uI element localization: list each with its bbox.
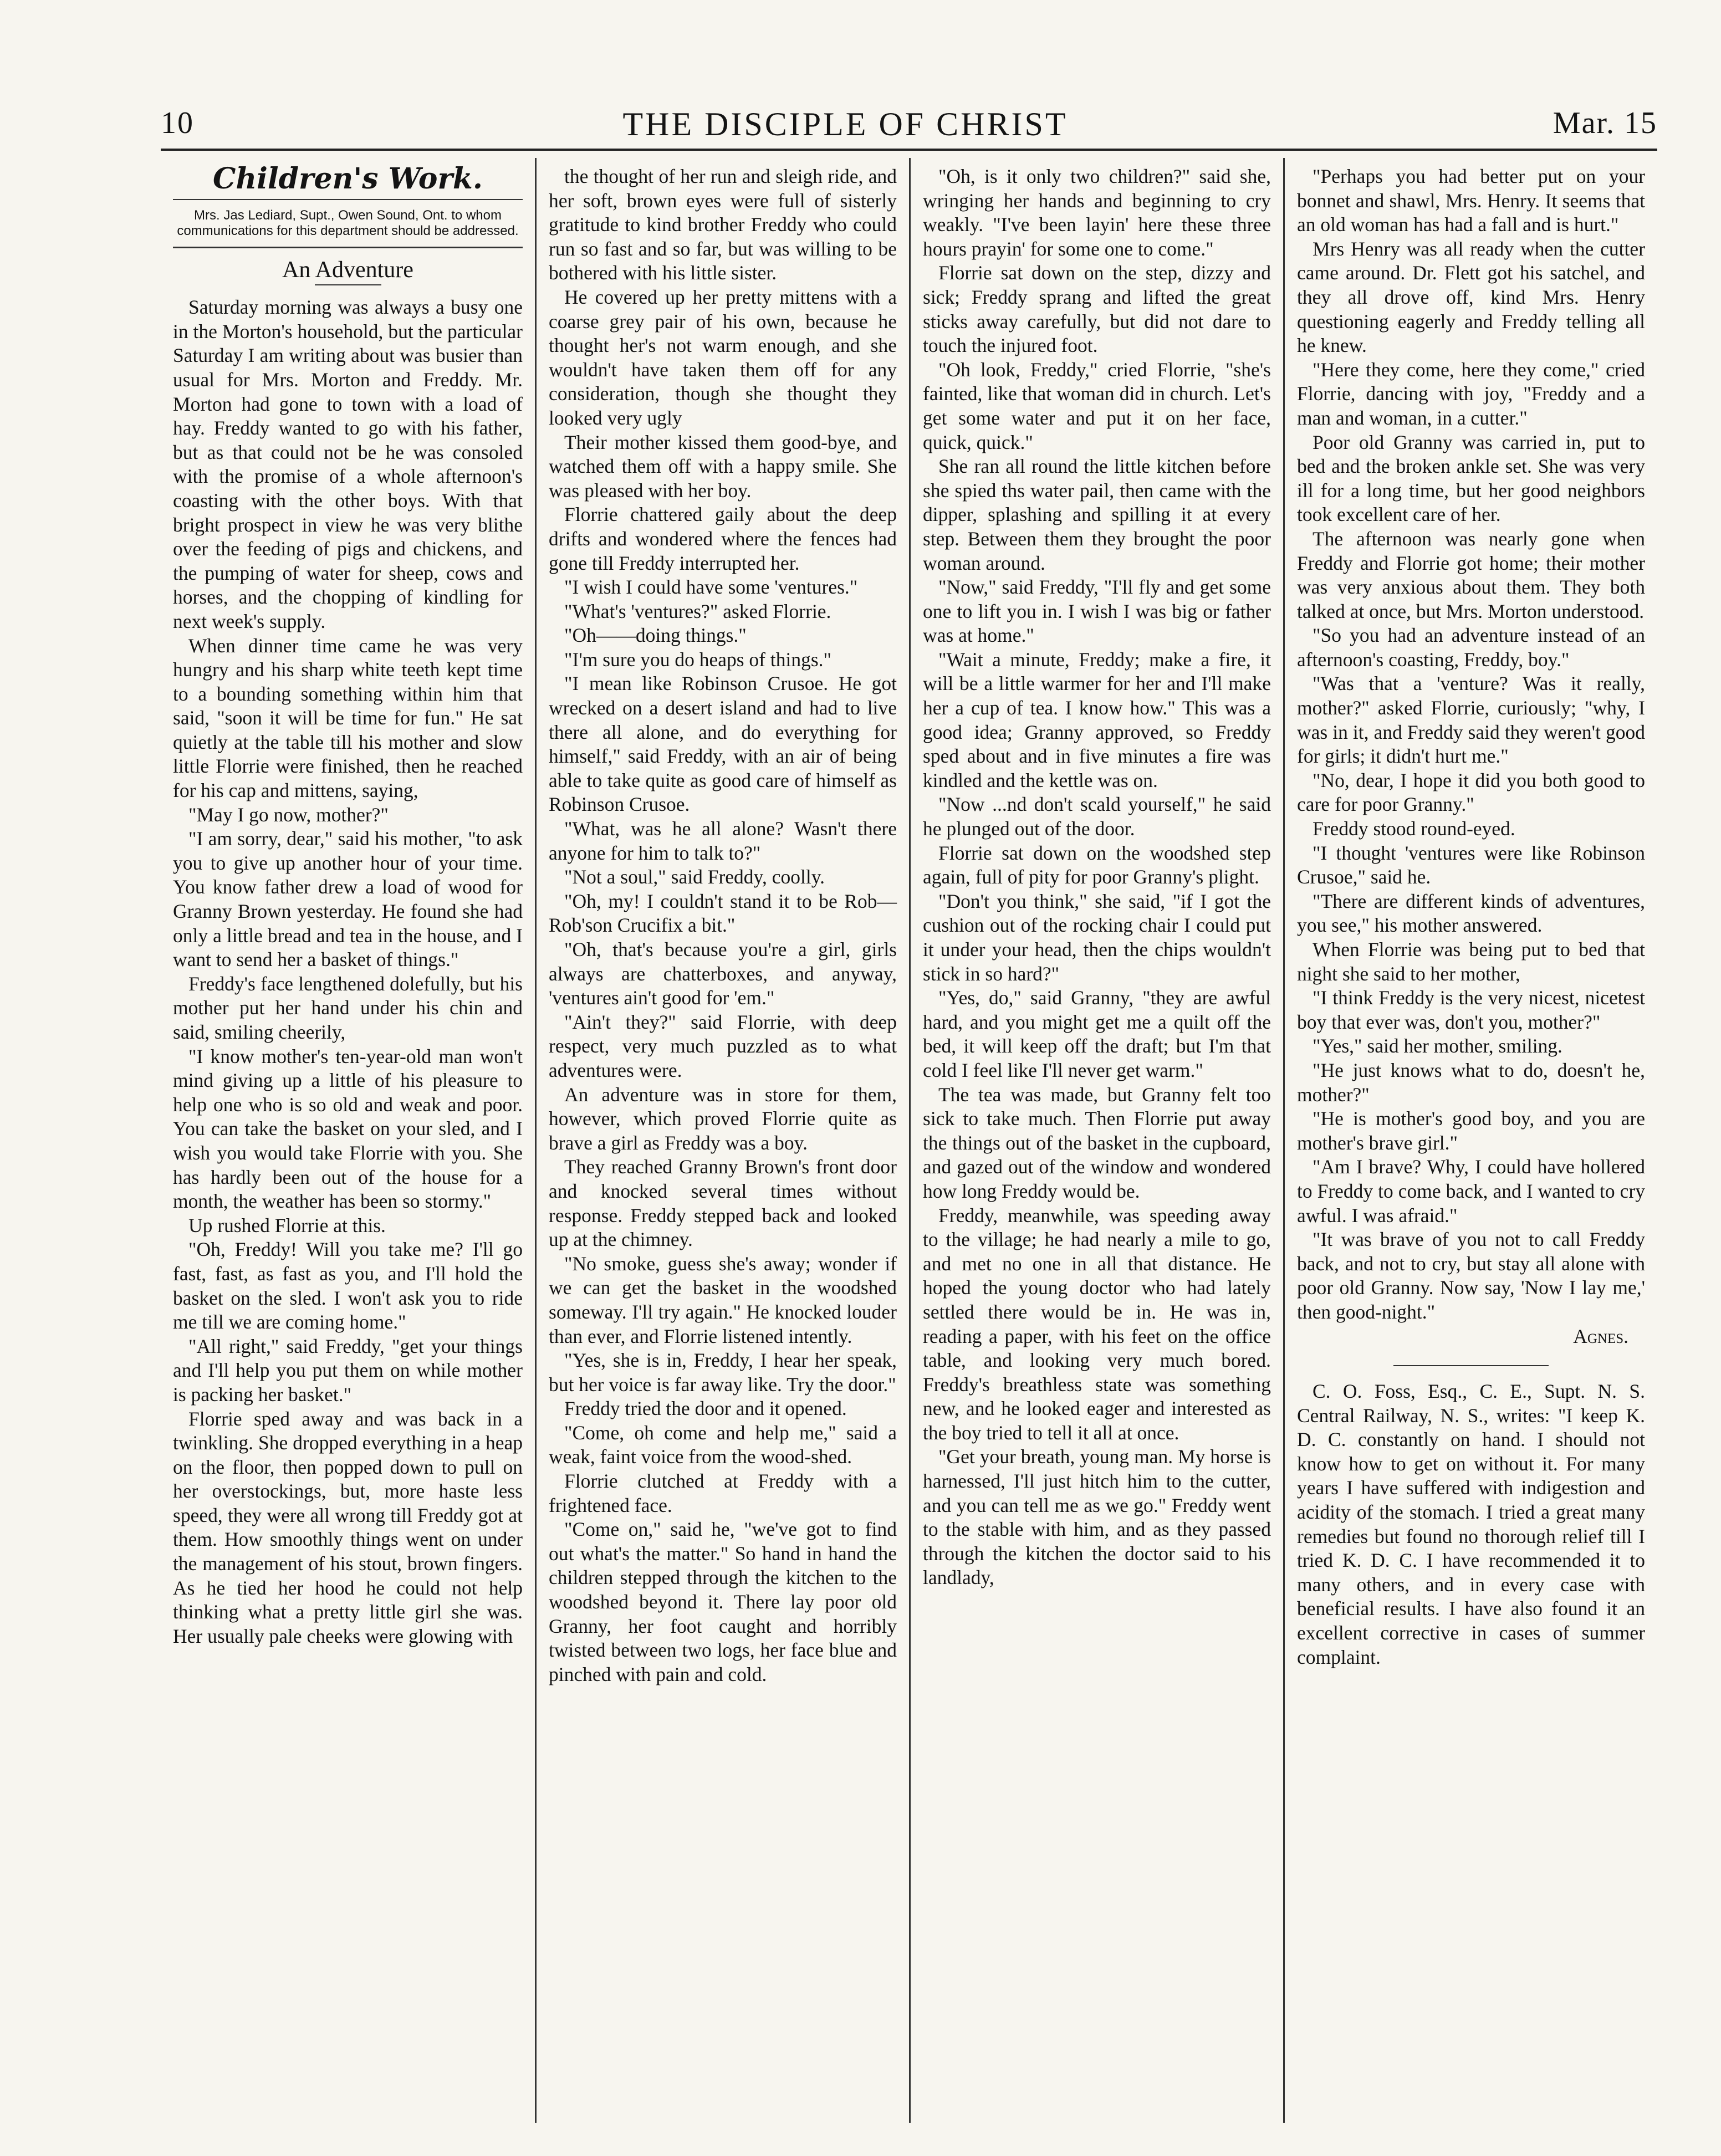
paragraph: "Yes, do," said Granny, "they are awful hard, and you might get me a quilt off the bed, it will keep off the draft; but I'm that cold I feel like I'll never get warm." (923, 987, 1271, 1081)
paragraph: Poor old Granny was carried in, put to bed and the broken ankle set. She was very ill for a long time, but her good neighbors took excellent care of her. (1297, 431, 1645, 526)
paragraph: Florrie chattered gaily about the deep drifts and wondered where the fences had gone till Freddy interrupted her. (549, 503, 897, 574)
paragraph: Florrie sped away and was back in a twinkling. She dropped everything in a heap on the floor, then popped down to pull on her overstockings, but, more haste less speed, they were all wrong till Freddy got at them. How smoothly things went on under the management of his stout, brown fingers. As he tied her hood he could not help thinking what a pretty little girl she was. Her usually pale cheeks were glowing with (173, 1407, 523, 1647)
paragraph: Florrie clutched at Freddy with a frightened face. (549, 1470, 897, 1516)
paragraph: "I know mother's ten-year-old man won't mind giving up a little of his pleasure to help one who is so old and weak and poor. You can take the basket on your sled, and I wish you would take Florrie with you. She has hardly been out of the house for a month, the weather has been so stormy." (173, 1045, 523, 1213)
paragraph: "No smoke, guess she's away; wonder if we can get the basket in the woodshed someway. I'll try again." He knocked louder than ever, and Florrie listened intently. (549, 1252, 897, 1347)
paragraph: "Perhaps you had better put on your bonnet and shawl, Mrs. Henry. It seems that an old woman has had a fall and is hurt." (1297, 165, 1645, 236)
story-signature: Agnes. (1573, 1325, 1628, 1347)
department-note: Mrs. Jas Lediard, Supt., Owen Sound, Ont. to whom communications for this department should be addressed. (173, 199, 523, 248)
paragraph: They reached Granny Brown's front door and knocked several times without response. Freddy stepped back and looked up at the chimney. (549, 1156, 897, 1251)
paragraph: "There are different kinds of adventures, you see," his mother answered. (1297, 890, 1645, 937)
paragraph: When Florrie was being put to bed that night she said to her mother, (1297, 938, 1645, 985)
paragraph: "It was brave of you not to call Freddy back, and not to cry, but stay all alone with poor old Granny. Now say, 'Now I lay me,' then good-night." (1297, 1228, 1645, 1323)
paragraph: Freddy, meanwhile, was speeding away to the village; he had nearly a mile to go, and met no one in all that distance. He hoped the young doctor who had lately settled there would be in. He was in, reading a paper, with his feet on the office table, and looking very much bored. Freddy's breathless state was something new, and he looked eager and interested as the boy tried to tell it all at once. (923, 1204, 1271, 1444)
department-title: Children's Work. (212, 162, 483, 196)
paragraph: Freddy's face lengthened dolefully, but his mother put her hand under his chin and said, smiling cheerily, (173, 972, 523, 1043)
section-divider (1393, 1365, 1549, 1366)
paragraph: Saturday morning was always a busy one in the Morton's household, but the particular Saturday I am writing about was busier than usual for Mrs. Morton and Freddy. Mr. Morton had gone to town with a load of hay. Freddy wanted to go with his father, but as that could not be he was consoled with the promise of a whole afternoon's coasting with the other boys. With that bright prospect in view he was very blithe over the feeding of pigs and chickens, and the pumping of water for sheep, cows and horses, and the chopping of kindling for next week's supply. (173, 296, 523, 632)
paragraph: He covered up her pretty mittens with a coarse grey pair of his own, because he thought her's not warm enough, and she wouldn't have taken them off for any consideration, though she thought they looked very ugly (549, 285, 897, 429)
paragraph: "Now," said Freddy, "I'll fly and get some one to lift you in. I wish I was big or father was at home." (923, 576, 1271, 647)
paragraph: "No, dear, I hope it did you both good to care for poor Granny." (1297, 769, 1645, 816)
running-head (33, 105, 1657, 150)
paragraph: "Not a soul," said Freddy, coolly. (564, 866, 825, 888)
paragraph: Up rushed Florrie at this. (188, 1214, 386, 1237)
paragraph: "I'm sure you do heaps of things." (564, 648, 832, 671)
paragraph: "Oh——doing things." (564, 624, 747, 647)
newspaper-page (33, 83, 1688, 2134)
paragraph: "Here they come, here they come," cried Florrie, dancing with joy, "Freddy and a man and woman, in a cutter." (1297, 358, 1645, 429)
paragraph: An adventure was in store for them, however, which proved Florrie quite as brave a girl as Freddy was a boy. (549, 1083, 897, 1154)
paragraph: "Come, oh come and help me," said a weak, faint voice from the wood-shed. (549, 1421, 897, 1468)
header-rule (161, 149, 1657, 151)
paragraph: Florrie sat down on the step, dizzy and sick; Freddy sprang and lifted the great sticks away carefully, but did not dare to touch the injured foot. (923, 262, 1271, 357)
paragraph: "I mean like Robinson Crusoe. He got wrecked on a desert island and had to live there all alone, and do everything for himself," said Freddy, with an air of being able to take quite as good care of himself as Robinson Crusoe. (549, 672, 897, 816)
paragraph: "He just knows what to do, doesn't he, mother?" (1297, 1059, 1645, 1106)
column-4 (1283, 158, 1657, 2123)
paragraph: "Oh, Freddy! Will you take me? I'll go fast, fast, as fast as you, and I'll hold the basket on the sled. I won't ask you to ride me till we are coming home." (173, 1238, 523, 1334)
paragraph: "Was that a 'venture? Was it really, mother?" asked Florrie, curiously; "why, I was in it, and Freddy said they weren't good for girls; it didn't hurt me." (1297, 672, 1645, 768)
paragraph: "Oh, my! I couldn't stand it to be Rob—Rob'son Crucifix a bit." (549, 890, 897, 937)
paragraph: "Don't you think," she said, "if I got the cushion out of the rocking chair I could put it under your head, then the chips wouldn't stick in so hard?" (923, 890, 1271, 985)
paragraph: "Oh, is it only two children?" said she, wringing her hands and beginning to cry weakly. "I've been layin' here these three hours prayin' for some one to come." (923, 165, 1271, 260)
column-3 (909, 158, 1283, 2123)
paragraph: "Oh look, Freddy," cried Florrie, "she's fainted, like that woman did in church. Let's get some water and put it on her face, quick, quick." (923, 358, 1271, 453)
paragraph: "May I go now, mother?" (188, 803, 389, 826)
paragraph: "What, was he all alone? Wasn't there anyone for him to talk to?" (549, 818, 897, 864)
testimonial-paragraph: C. O. Foss, Esq., C. E., Supt. N. S. Central Railway, N. S., writes: "I keep K. D. C. constantly on hand. I should not know how to get on without it. For many years I have suffered with indigestion and acidity of the stomach. I tried a great many remedies but found no thorough relief till I tried K. D. C. I have recommended it to many others, and in every case with beneficial results. I have also found it an excellent corrective in cases of summer complaint. (1297, 1380, 1645, 1668)
paragraph: "I am sorry, dear," said his mother, "to ask you to give up another hour of your time. You know father drew a load of wood for Granny Brown yesterday. He found she had only a little bread and tea in the house, and I want to send her a basket of things." (173, 827, 523, 971)
story-title: An Adventure (282, 257, 413, 283)
article-columns (161, 158, 1657, 2123)
paragraph: "Now ...nd don't scald yourself," he said he plunged out of the door. (923, 793, 1271, 840)
paragraph: "Yes, she is in, Freddy, I hear her speak, but her voice is far away like. Try the door." (549, 1349, 897, 1396)
paragraph: "Get your breath, young man. My horse is harnessed, I'll just hitch him to the cutter, and you can tell me as we go." Freddy went to the stable with him, and as they passed through the kitchen the doctor said to his landlady, (923, 1445, 1271, 1589)
paragraph: "I wish I could have some 'ventures." (564, 576, 858, 599)
column-2 (535, 158, 909, 2123)
paragraph: "Am I brave? Why, I could have hollered to Freddy to come back, and I wanted to cry awful. I was afraid." (1297, 1156, 1645, 1227)
paragraph: "Ain't they?" said Florrie, with deep respect, very much puzzled as to what adventures were. (549, 1010, 897, 1081)
paragraph: Freddy stood round-eyed. (1313, 818, 1515, 840)
issue-date: Mar. 15 (1553, 106, 1657, 140)
page-number: 10 (161, 106, 194, 140)
paragraph: "So you had an adventure instead of an afternoon's coasting, Freddy, boy." (1297, 624, 1645, 671)
paragraph: "Yes," said her mother, smiling. (1313, 1035, 1562, 1057)
paragraph: the thought of her run and sleigh ride, and her soft, brown eyes were full of sisterly gratitude to kind brother Freddy who could run so fast and so far, but was willing to be bothered with his little sister. (549, 165, 897, 284)
paragraph: Freddy tried the door and it opened. (564, 1397, 847, 1420)
column-1 (161, 158, 535, 2123)
paragraph: The afternoon was nearly gone when Freddy and Florrie got home; their mother was very anxious about them. They both talked at once, but Mrs. Morton understood. (1297, 527, 1645, 622)
paragraph: "I think Freddy is the very nicest, nicetest boy that ever was, don't you, mother?" (1297, 987, 1645, 1033)
paragraph: She ran all round the little kitchen before she spied ths water pail, then came with the dipper, splashing and spilling it at every step. Between them they brought the poor woman around. (923, 455, 1271, 574)
paragraph: "What's 'ventures?" asked Florrie. (564, 600, 831, 622)
paragraph: "Come on," said he, "we've got to find out what's the matter." So hand in hand the children stepped through the kitchen to the woodshed beyond it. There lay poor old Granny, her foot caught and horribly twisted between two logs, her face blue and pinched with pain and cold. (549, 1518, 897, 1685)
paragraph: "He is mother's good boy, and you are mother's brave girl." (1297, 1107, 1645, 1154)
paragraph: When dinner time came he was very hungry and his sharp white teeth kept time to a bounding something within him that said, "soon it will be time for fun." He sat quietly at the table till his mother and slow little Florrie were finished, then he reached for his cap and mittens, saying, (173, 634, 523, 802)
paragraph: "I thought 'ventures were like Robinson Crusoe," said he. (1297, 841, 1645, 888)
paragraph: The tea was made, but Granny felt too sick to take much. Then Florrie put away the things out of the basket in the cupboard, and gazed out of the window and wondered how long Freddy would be. (923, 1083, 1271, 1202)
paragraph: "Oh, that's because you're a girl, girls always are chatterboxes, and anyway, 'ventures ain't good for 'em." (549, 938, 897, 1009)
publication-title: THE DISCIPLE OF CHRIST (622, 106, 1068, 142)
paragraph: "All right," said Freddy, "get your things and I'll help you put them on while mother is packing her basket." (173, 1335, 523, 1406)
paragraph: Their mother kissed them good-bye, and watched them off with a happy smile. She was pleased with her boy. (549, 431, 897, 502)
paragraph: Mrs Henry was all ready when the cutter came around. Dr. Flett got his satchel, and they all drove off, kind Mrs. Henry questioning eagerly and Freddy telling all he knew. (1297, 237, 1645, 357)
title-rule (315, 284, 381, 285)
paragraph: "Wait a minute, Freddy; make a fire, it will be a little warmer for her and I'll make her a cup of tea. I know how." This was a good idea; Granny approved, so Freddy sped about and in five minutes a fire was kindled and the kettle was on. (923, 648, 1271, 791)
paragraph: Florrie sat down on the woodshed step again, full of pity for poor Granny's plight. (923, 841, 1271, 888)
testimonial (1297, 1380, 1645, 1669)
